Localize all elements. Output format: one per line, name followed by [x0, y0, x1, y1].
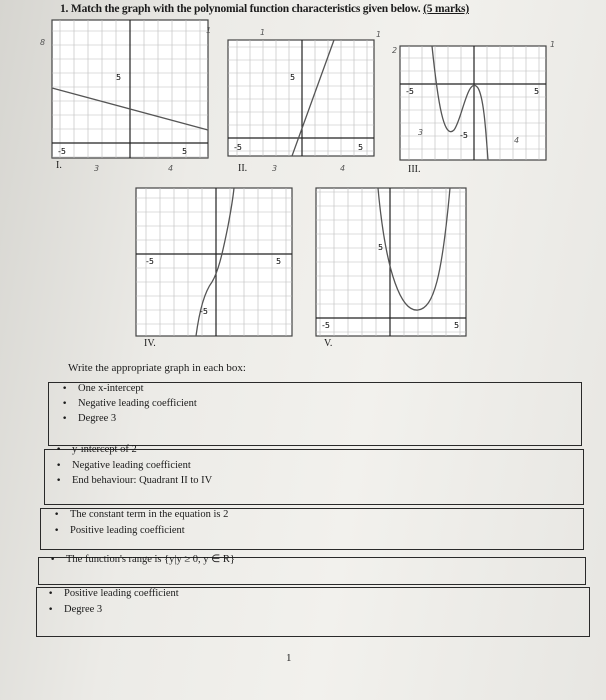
graph-3 — [398, 44, 548, 162]
graph-1 — [50, 18, 210, 160]
graph-1-tick-x-neg: -5 — [58, 147, 66, 156]
bullet: • — [56, 445, 62, 455]
box-1-text-1: One x-intercept — [78, 383, 144, 394]
bullet: • — [62, 384, 68, 394]
graph-5-label: V. — [324, 338, 333, 349]
page-number: 1 — [286, 652, 292, 664]
graph-3-tick-x-neg: -5 — [406, 87, 414, 96]
graph-4-tick-y: -5 — [200, 307, 208, 316]
bullet: • — [48, 605, 54, 615]
box-5-text-2: Degree 3 — [64, 604, 103, 615]
bullet: • — [54, 510, 60, 520]
hw-g1-left: 8 — [40, 38, 46, 47]
box-2-text-3: End behaviour: Quadrant II to IV — [72, 475, 213, 486]
box-5-line-1 — [48, 588, 179, 599]
hw-g2-top: 1 — [260, 28, 266, 37]
hw-g3-a: 3 — [418, 128, 424, 137]
bullet: • — [50, 555, 56, 565]
question-title — [60, 3, 469, 15]
hw-g3-top: 2 — [392, 46, 398, 55]
graph-2-tick-x-pos: 5 — [358, 143, 364, 152]
graph-2-tick-y: 5 — [290, 73, 296, 82]
box-2-line-1 — [56, 444, 137, 455]
graph-4-border — [136, 188, 292, 336]
bullet: • — [62, 414, 68, 424]
bullet: • — [62, 399, 68, 409]
box-1-line-2 — [62, 398, 197, 409]
box-5-line-2 — [48, 604, 102, 615]
hw-g1-top: 1 — [206, 26, 212, 35]
instruction-text: Write the appropriate graph in each box: — [68, 362, 246, 374]
graph-4-label: IV. — [144, 338, 156, 349]
graph-3-label: III. — [408, 164, 421, 175]
graph-2-label: II. — [238, 163, 248, 174]
hw-g2-b: 4 — [340, 164, 346, 173]
box-1-line-3 — [62, 413, 116, 424]
graph-4-tick-x-pos: 5 — [276, 257, 282, 266]
box-2-line-3 — [56, 475, 212, 486]
box-2-text-2: Negative leading coefficient — [72, 460, 191, 471]
graph-4 — [134, 186, 294, 338]
hw-g1-a: 3 — [94, 164, 100, 173]
box-4-line-1 — [50, 553, 235, 565]
question-text: Match the graph with the polynomial function characteristics given below. — [70, 3, 421, 15]
graph-4-tick-x-neg: -5 — [146, 257, 154, 266]
graph-2 — [226, 38, 376, 158]
graph-3-tick-x-pos: 5 — [534, 87, 540, 96]
box-3-line-1 — [54, 509, 228, 520]
hw-g3-b: 4 — [514, 136, 520, 145]
graph-5 — [314, 186, 468, 338]
box-4-text-1: The function's range is {y|y ≥ 0, y ∈ R} — [66, 554, 235, 565]
graph-2-tick-x-neg: -5 — [234, 143, 242, 152]
graph-1-tick-y: 5 — [116, 73, 122, 82]
box-1-text-3: Degree 3 — [78, 413, 117, 424]
graph-5-tick-x-pos: 5 — [454, 321, 460, 330]
box-3-text-2: Positive leading coefficient — [70, 525, 185, 536]
bullet: • — [54, 526, 60, 536]
hw-g2-a: 3 — [272, 164, 278, 173]
graph-3-tick-y: -5 — [460, 131, 468, 140]
question-marks: (5 marks) — [423, 3, 469, 15]
bullet: • — [56, 461, 62, 471]
question-number: 1. — [60, 3, 69, 15]
box-2-line-2 — [56, 460, 191, 471]
box-2-text-1: y-intercept of 2 — [72, 444, 137, 455]
box-3-line-2 — [54, 525, 185, 536]
hw-g1-b: 4 — [168, 164, 174, 173]
graph-1-label: I. — [56, 160, 62, 171]
box-5-text-1: Positive leading coefficient — [64, 588, 179, 599]
graph-5-tick-y: 5 — [378, 243, 384, 252]
graph-5-tick-x-neg: -5 — [322, 321, 330, 330]
bullet: • — [48, 589, 54, 599]
box-1-line-1 — [62, 383, 144, 394]
bullet: • — [56, 476, 62, 486]
box-3-text-1: The constant term in the equation is 2 — [70, 509, 229, 520]
hw-g3-right: 1 — [550, 40, 556, 49]
graph-1-tick-x-pos: 5 — [182, 147, 188, 156]
box-1-text-2: Negative leading coefficient — [78, 398, 197, 409]
hw-g2-right: 1 — [376, 30, 382, 39]
